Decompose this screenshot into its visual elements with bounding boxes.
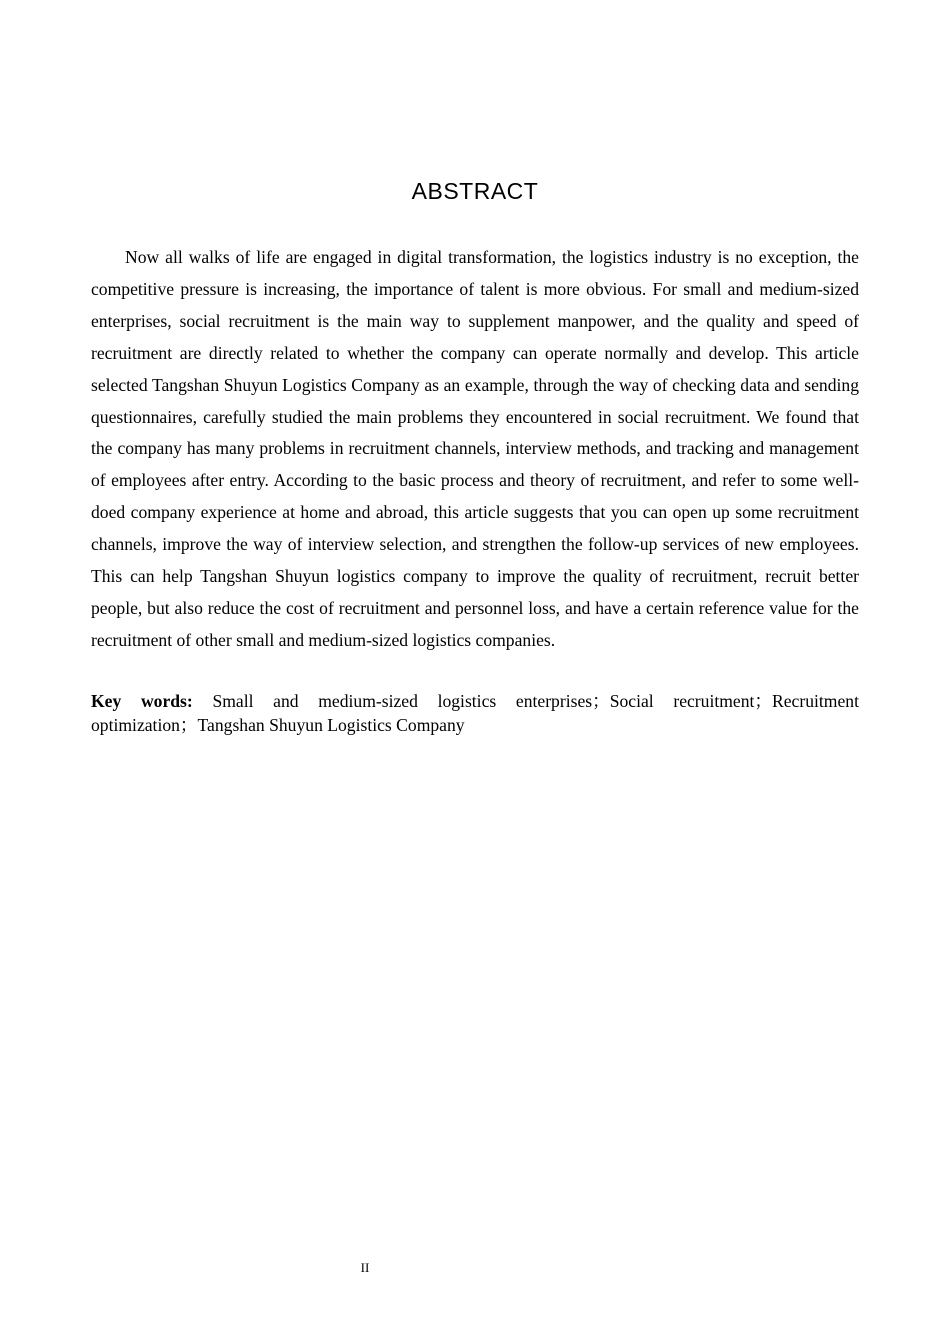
page-number: II xyxy=(360,1260,370,1275)
keywords-label: Key words: xyxy=(91,691,193,711)
abstract-body: Now all walks of life are engaged in digital transformation, the logistics industry is no exception, the competitive pressure is increasing, the importance of talent is more obvious. For small and medium-sized enterprises, social recruitment is the main way to supplement manpower, and the quality and speed of recruitment are directly related to whether the company can operate normally and develop. This article selected Tangshan Shuyun Logistics Company as an example, through the way of checking data and sending questionnaires, carefully studied the main problems they encountered in social recruitment. We found that the company has many problems in recruitment channels, interview methods, and tracking and management of employees after entry. According to the basic process and theory of recruitment, and refer to some well-doed company experience at home and abroad, this article suggests that you can open up some recruitment channels, improve the way of interview selection, and strengthen the follow-up services of new employees. This can help Tangshan Shuyun logistics company to improve the quality of recruitment, recruit better people, but also reduce the cost of recruitment and personnel loss, and have a certain reference value for the recruitment of other small and medium-sized logistics companies. xyxy=(91,247,859,650)
keywords-paragraph xyxy=(91,689,859,737)
keywords-text: Small and medium-sized logistics enterprises；Social recruitment；Recruitment optimization；Tangshan Shuyun Logistics Company xyxy=(91,691,859,735)
abstract-title: ABSTRACT xyxy=(411,178,539,204)
